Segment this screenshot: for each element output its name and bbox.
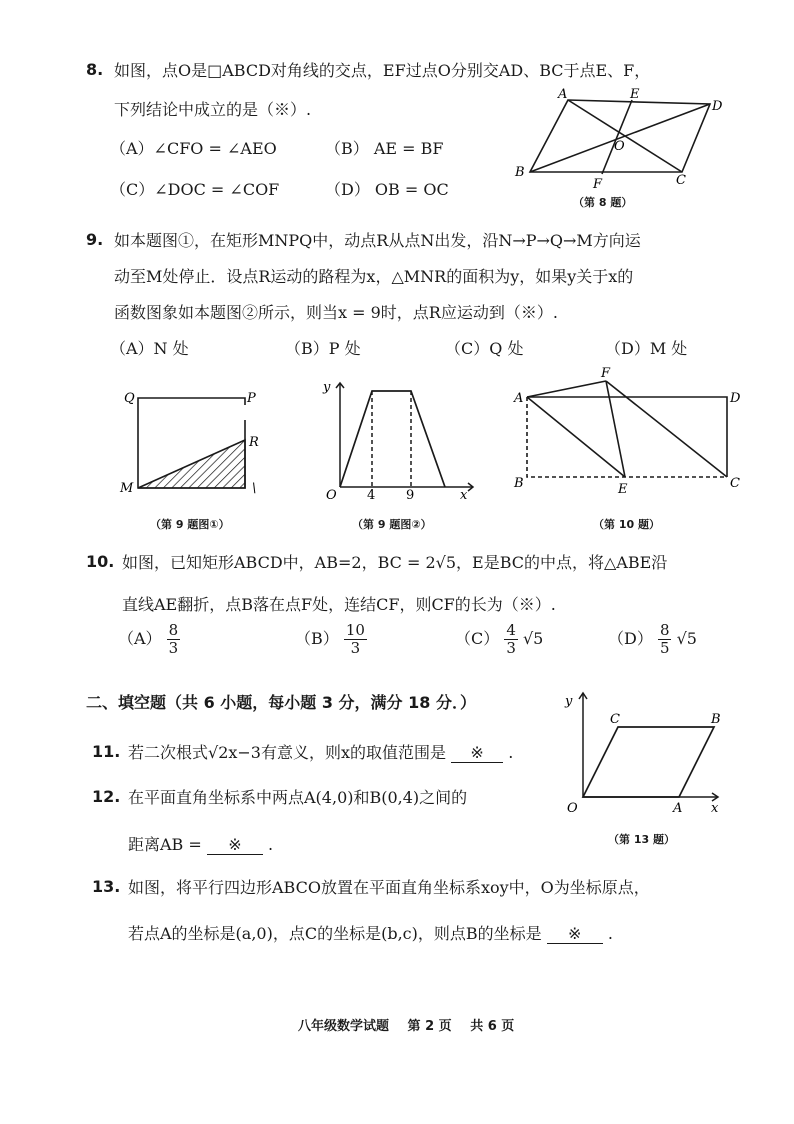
q8-caption: （第 8 题） <box>573 196 633 209</box>
q9-fig1-caption: （第 9 题图①） <box>150 518 230 531</box>
q8-figure <box>510 82 740 212</box>
q9-option-a: （A）N 处 <box>110 339 189 358</box>
q11-stem <box>128 740 513 763</box>
q10-option-b-numerator: 10 <box>345 621 365 639</box>
q8-option-c: （C）∠DOC = ∠COF <box>110 180 280 199</box>
q9-figure2 <box>315 375 485 505</box>
q9-fig1-label-m: M <box>120 481 134 496</box>
q13-label-o: O <box>567 801 578 816</box>
q10-option-c-denominator: 3 <box>506 639 516 657</box>
q13-stem-line1: 如图，将平行四边形ABCO放置在平面直角坐标系xoy中，O为坐标原点， <box>128 878 650 897</box>
q10-option-b-denominator: 3 <box>350 639 361 657</box>
footer-total: 共 6 页 <box>470 1019 515 1034</box>
q8-label-b: B <box>515 165 525 180</box>
q12-stem-line1: 在平面直角坐标系中两点A(4,0)和B(0,4)之间的 <box>128 788 468 807</box>
q13-stem-line2 <box>128 921 613 944</box>
q13-answer-blank: ※ <box>547 924 603 944</box>
q10-option-d-denominator: 5 <box>659 639 670 657</box>
q9-option-d: （D）M 处 <box>605 339 688 358</box>
q11-text: 若二次根式√2x−3有意义，则x的取值范围是 <box>128 743 447 762</box>
q9-fig2-label-y: y <box>323 380 331 395</box>
q8-label-o: O <box>614 139 625 154</box>
q10-option-a-fraction <box>167 622 181 657</box>
q13-label-a: A <box>673 801 683 816</box>
q8-label-a: A <box>558 87 568 102</box>
q8-label-d: D <box>712 99 723 114</box>
q9-stem-line2: 动至M处停止．设点R运动的路程为x，△MNR的面积为y，如果y关于x的 <box>114 267 634 286</box>
q10-stem-line2: 直线AE翻折，点B落在点F处，连结CF，则CF的长为（※）. <box>122 595 556 614</box>
q12-answer-blank: ※ <box>207 835 263 855</box>
q13-label-c: C <box>610 712 620 727</box>
q10-label-c: C <box>730 476 740 491</box>
q10-stem-line1: 如图，已知矩形ABCD中，AB=2，BC = 2√5，E是BC的中点，将△ABE沿 <box>122 553 668 572</box>
q8-option-a: （A）∠CFO = ∠AEO <box>110 139 277 158</box>
q9-fig2-tick-9: 9 <box>406 488 415 503</box>
q8-label-e: E <box>630 87 640 102</box>
section-2-title: 二、填空题（共 6 小题，每小题 3 分，满分 18 分．） <box>86 693 476 712</box>
q12-number: 12. <box>92 787 121 806</box>
q12-end: . <box>268 835 274 854</box>
q10-label-e: E <box>618 482 628 497</box>
q8-option-d: （D） OB = OC <box>325 180 449 199</box>
q13-number: 13. <box>92 877 121 896</box>
q10-option-d <box>608 622 697 657</box>
q9-fig1-label-p: P <box>247 391 256 406</box>
q10-option-c-fraction <box>504 622 518 657</box>
q10-option-d-radical: √5 <box>676 629 697 648</box>
q12-text: 距离AB = <box>128 835 202 854</box>
q10-label-d: D <box>730 391 741 406</box>
q8-label-f: F <box>593 177 603 192</box>
q13-end: . <box>607 924 613 943</box>
q9-number: 9. <box>86 230 104 249</box>
q9-fig2-label-x: x <box>460 488 468 503</box>
q9-option-b: （B）P 处 <box>285 339 361 358</box>
q9-figure1 <box>118 380 278 505</box>
q10-option-b-fraction <box>344 622 367 657</box>
q10-option-d-numerator: 8 <box>659 621 670 639</box>
q12-stem-line2 <box>128 832 273 855</box>
q11-answer-blank: ※ <box>451 743 503 763</box>
q10-option-a <box>118 622 180 657</box>
q8-number: 8. <box>86 60 104 79</box>
q10-option-b-label: （B） <box>295 629 339 648</box>
q8-stem-line1: 如图，点O是□ABCD对角线的交点，EF过点O分别交AD、BC于点E、F， <box>114 61 651 80</box>
q13-label-x: x <box>711 801 719 816</box>
q9-fig2-caption: （第 9 题图②） <box>352 518 432 531</box>
footer-subject: 八年级数学试题 <box>298 1019 390 1034</box>
q9-fig2-tick-4: 4 <box>367 488 376 503</box>
q11-end: . <box>508 743 514 762</box>
page-footer <box>298 1015 514 1034</box>
q10-option-a-label: （A） <box>118 629 162 648</box>
q13-text: 若点A的坐标是(a,0)，点C的坐标是(b,c)，则点B的坐标是 <box>128 924 542 943</box>
q10-label-f: F <box>601 366 611 381</box>
q10-option-a-numerator: 8 <box>168 621 179 639</box>
q9-option-c: （C）Q 处 <box>445 339 524 358</box>
footer-page: 第 2 页 <box>407 1019 452 1034</box>
q13-figure <box>555 685 730 820</box>
q10-option-b <box>295 622 367 657</box>
q13-label-y: y <box>565 694 573 709</box>
q10-option-c-numerator: 4 <box>506 621 516 639</box>
q9-fig1-label-q: Q <box>124 391 135 406</box>
q10-caption: （第 10 题） <box>593 518 660 531</box>
q10-figure <box>510 365 755 500</box>
q10-option-d-label: （D） <box>608 629 653 648</box>
q9-fig2-label-o: O <box>326 488 337 503</box>
q8-option-b: （B） AE = BF <box>325 139 444 158</box>
q9-stem-line1: 如本题图①，在矩形MNPQ中，动点R从点N出发，沿N→P→Q→M方向运 <box>114 231 641 250</box>
q11-number: 11. <box>92 742 121 761</box>
q10-label-b: B <box>514 476 524 491</box>
q10-label-a: A <box>514 391 524 406</box>
q10-option-c-radical: √5 <box>522 629 544 648</box>
q10-option-c <box>455 622 543 657</box>
q8-label-c: C <box>676 173 686 188</box>
q9-fig1-label-r: R <box>249 435 259 450</box>
q10-option-a-denominator: 3 <box>168 639 179 657</box>
q10-option-d-fraction <box>658 622 672 657</box>
q13-caption: （第 13 题） <box>608 833 675 846</box>
q13-label-b: B <box>711 712 721 727</box>
q10-option-c-label: （C） <box>455 629 500 648</box>
q8-stem-line2: 下列结论中成立的是（※）. <box>114 100 312 119</box>
q9-fig1-label-n: \ <box>252 481 257 496</box>
q10-number: 10. <box>86 552 115 571</box>
q9-stem-line3: 函数图象如本题图②所示，则当x = 9时，点R应运动到（※）. <box>114 303 558 322</box>
